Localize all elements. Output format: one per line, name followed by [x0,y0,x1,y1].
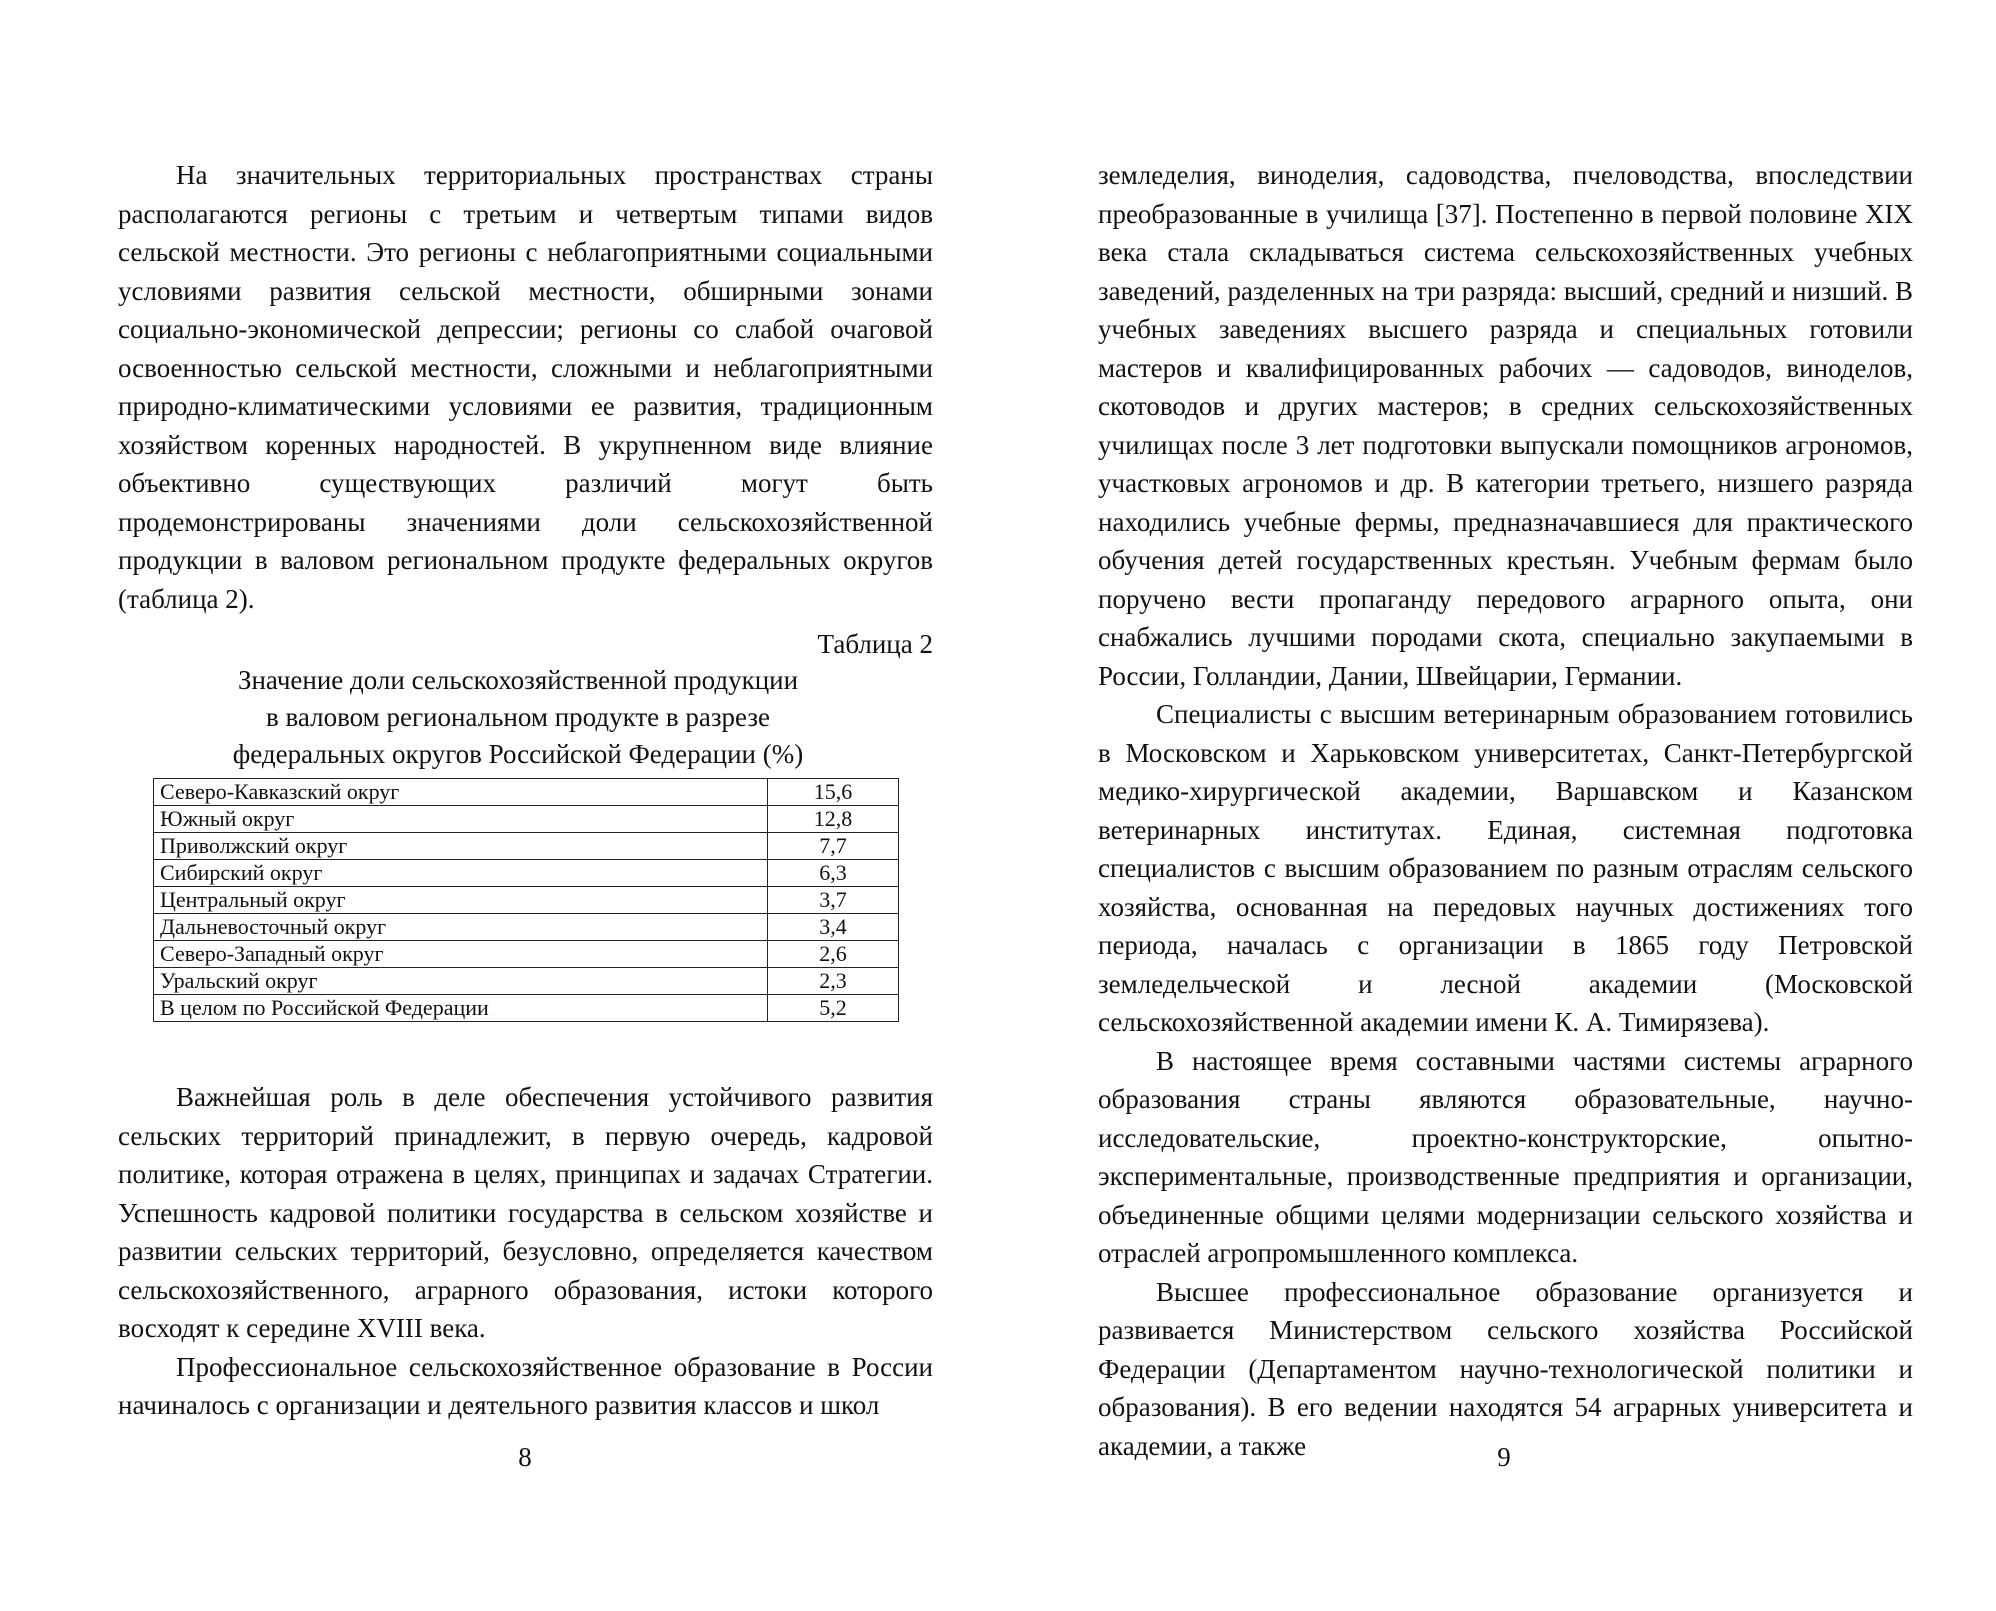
district-cell: В целом по Российской Федерации [154,995,768,1022]
value-cell: 3,4 [768,914,899,941]
paragraph: В настоящее время составными частями системы аграрного образования страны являются образовательные, научно-исследовательские, проектно-конструкторские, опытно-экспериментальные, производственные предприятия и организации, объединенные общими целями модернизации сельского хозяйства и отраслей агропромышленного комплекса. [1098,1045,1913,1268]
table-row [154,860,899,887]
table-row [154,779,899,806]
left-page-text-top [118,156,933,618]
page-number: 9 [1497,1442,1511,1472]
district-cell: Сибирский округ [154,860,768,887]
district-cell: Северо-Кавказский округ [154,779,768,806]
table-row [154,887,899,914]
value-cell: 12,8 [768,806,899,833]
left-page-text-bottom [118,1078,933,1425]
value-cell: 15,6 [768,779,899,806]
district-share-table [153,778,899,1022]
value-cell: 2,6 [768,941,899,968]
district-cell: Уральский округ [154,968,768,995]
district-cell: Центральный округ [154,887,768,914]
paragraph: Профессиональное сельскохозяйственное образование в России начиналось с организации и деятельного развития классов и школ [118,1351,933,1420]
table-row [154,941,899,968]
table-title-line: федеральных округов Российской Федерации (%) [232,739,804,769]
table-row [154,833,899,860]
table-row [154,914,899,941]
paragraph: земледелия, виноделия, садоводства, пчеловодства, впоследствии преобразованные в училища [37]. Постепенно в первой половине XIX века стала складываться система сельскохозяйственных учебных заведений, разделенных на три разряда: высший, средний и низший. В учебных заведениях высшего разряда и специальных готовили мастеров и квалифицированных рабочих — садоводов, виноделов, скотоводов и других мастеров; в средних сельскохозяйственных училищах после 3 лет подготовки выпускали помощников агрономов, участковых агрономов и др. В категории третьего, низшего разряда находились учебные фермы, предназначавшиеся для практического обучения детей государственных крестьян. Учебным фермам было поручено вести пропаганду передового аграрного опыта, они снабжались лучшими породами скота, специально закупаемыми в России, Голландии, Дании, Швейцарии, Германии. [1098,160,1913,691]
table-row [154,995,899,1022]
value-cell: 2,3 [768,968,899,995]
paragraph: Важнейшая роль в деле обеспечения устойчивого развития сельских территорий принадлежит, в первую очередь, кадровой политике, которая отражена в целях, принципах и задачах Стратегии. Успешность кадровой политики государства в сельском хозяйстве и развитии сельских территорий, безусловно, определяется качеством сельскохозяйственного, аграрного образования, истоки которого восходят к середине XVIII века. [118,1082,933,1343]
right-page-text [1098,156,1913,1465]
table-row [154,968,899,995]
table-label: Таблица 2 [817,629,933,659]
table-row [154,806,899,833]
table-title-line: Значение доли сельскохозяйственной продукции [237,665,799,695]
value-cell: 5,2 [768,995,899,1022]
value-cell: 7,7 [768,833,899,860]
paragraph: Высшее профессиональное образование организуется и развивается Министерством сельского хозяйства Российской Федерации (Департаментом научно-технологической политики и образования). В его ведении находятся 54 аграрных университета и академии, а также [1098,1276,1913,1461]
table-title [138,662,898,773]
value-cell: 3,7 [768,887,899,914]
value-cell: 6,3 [768,860,899,887]
table-title-line: в валовом региональном продукте в разрезе [265,702,771,732]
district-cell: Дальневосточный округ [154,914,768,941]
page-number: 8 [518,1442,532,1472]
district-cell: Северо-Западный округ [154,941,768,968]
district-cell: Южный округ [154,806,768,833]
district-cell: Приволжский округ [154,833,768,860]
paragraph: На значительных территориальных пространствах страны располагаются регионы с третьим и четвертым типами видов сельской местности. Это регионы с неблагоприятными социальными условиями развития сельской местности, обширными зонами социально-экономической депрессии; регионы со слабой очаговой освоенностью сельской местности, сложными и неблагоприятными природно-климатическими условиями ее развития, традиционным хозяйством коренных народностей. В укрупненном виде влияние объективно существующих различий могут быть продемонстрированы значениями доли сельскохозяйственной продукции в валовом региональном продукте федеральных округов (таблица 2). [118,160,933,614]
paragraph: Специалисты с высшим ветеринарным образованием готовились в Московском и Харьковском университетах, Санкт-Петербургской медико-хирургической академии, Варшавском и Казанском ветеринарных институтах. Единая, системная подготовка специалистов с высшим образованием по разным отраслям сельского хозяйства, основанная на передовых научных достижениях того периода, началась с организации в 1865 году Петровской земледельческой и лесной академии (Московской сельскохозяйственной академии имени К. А. Тимирязева). [1098,699,1913,1037]
